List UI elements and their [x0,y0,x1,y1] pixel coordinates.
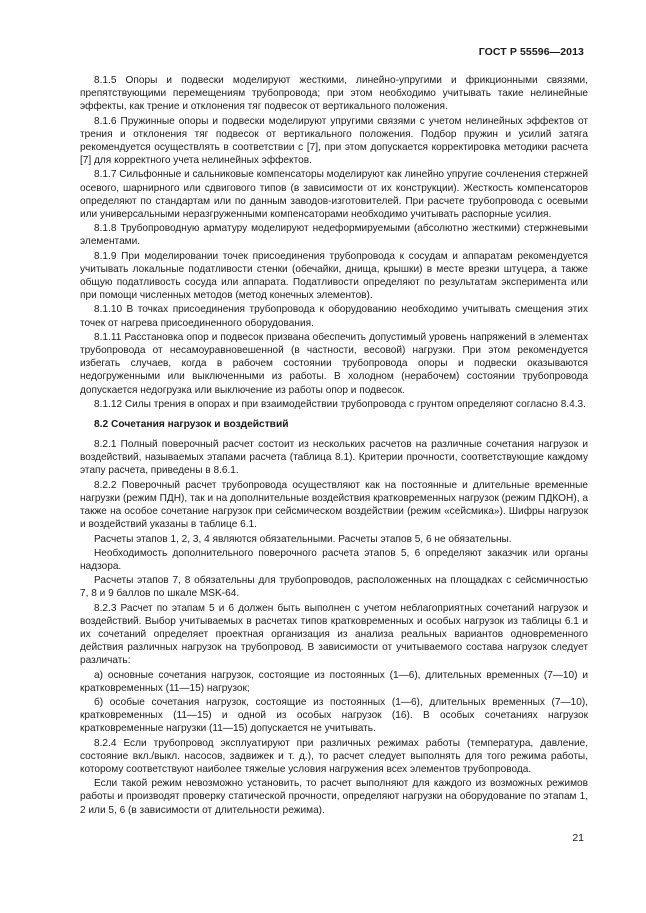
document-body [80,74,588,817]
document-code-header: ГОСТ Р 55596—2013 [478,46,584,58]
paragraph-8-1-7: 8.1.7 Сильфонные и сальниковые компенсаторы моделируют как линейно упругие сочленения стержней осевого, шарнирного или сдвигового типов (в зависимости от их конструкции). Жесткость компенсаторов определяют по стандартам или по данным заводов-изготовителей. При расчете трубопровода с осевыми или универсальными неразгруженными компенсаторами необходимо учитывать распорные усилия. [80,169,588,221]
paragraph-8-1-6: 8.1.6 Пружинные опоры и подвески моделируют упругими связями с учетом нелинейных эффектов от трения и отклонения тяг подвесок от вертикального положения. Подбор пружин и усилий затяга рекомендуется осуществлять в соответствии с [7], при этом допускается корректировка методики расчета [7] для корректного учета нелинейных эффектов. [80,115,588,167]
paragraph-mandatory-stages: Расчеты этапов 1, 2, 3, 4 являются обязательными. Расчеты этапов 5, 6 не обязательны. [94,533,512,545]
list-item-a: а) основные сочетания нагрузок, состоящие из постоянных (1—6), длительных временных (7—10) и кратковременных (11—15) нагрузок; [80,669,588,694]
paragraph-modes: Если такой режим невозможно установить, то расчет выполняют для каждого из возможных режимов работы и производят проверку статической прочности, определяют нагрузки на оборудование по этапам 1, 2 или 5, 6 (в зависимости от длительности режима). [80,778,588,816]
paragraph-8-1-10: 8.1.10 В точках присоединения трубопровода к оборудованию необходимо учитывать смещения этих точек от нагрева присоединенного оборудования. [80,304,588,329]
paragraph-8-2-4: 8.2.4 Если трубопровод эксплуатируют при различных режимах работы (температура, давление, состояние вкл./выкл. насосов, задвижек и т. д.), то расчет следует выполнять для того режима работы, которому соответствуют наиболее тяжелые условия нагружения всех элементов трубопровода. [80,737,588,775]
paragraph-8-1-5: 8.1.5 Опоры и подвески моделируют жесткими, линейно-упругими и фрикционными связями, препятствующими перемещениям трубопровода; при этом необходимо учитывать такие нелинейные эффекты, как трение и отклонения тяг подвесок от вертикального положения. [80,75,588,113]
paragraph-additional-check: Необходимость дополнительного поверочного расчета этапов 5, 6 определяют заказчик или органы надзора. [80,547,588,572]
paragraph-8-1-11: 8.1.11 Расстановка опор и подвесок призвана обеспечить допустимый уровень напряжений в элементах трубопровода от несамоуравновешенной (в частности, весовой) нагрузки. При этом рекомендуется избегать случаев, когда в рабочем состоянии трубопровода опоры и подвески оказываются недогруженными или выключенными из работы. В холодном (нерабочем) состоянии трубопровода допускается недогрузка или выключение из работы опор и подвесок. [80,331,588,396]
section-heading-8-2: 8.2 Сочетания нагрузок и воздействий [94,419,289,431]
list-item-b: б) особые сочетания нагрузок, состоящие из постоянных (1—6), длительных временных (7—10), кратковременных (11—15) и одной из особых нагрузок (16). В особых сочетаниях нагрузок кратковременные нагрузки (11—15) допускается не учитывать. [80,696,588,735]
page-number: 21 [572,832,584,844]
paragraph-8-2-1: 8.2.1 Полный поверочный расчет состоит из нескольких расчетов на различные сочетания нагрузок и воздействий, называемых этапами расчета (таблица 8.1). Критерии прочности, соответствующие каждому этапу расчета, приведены в 8.6.1. [80,439,588,477]
paragraph-8-1-12: 8.1.12 Силы трения в опорах и при взаимодействии трубопровода с грунтом определяют согласно 8.4.3. [94,398,586,410]
paragraph-8-1-9: 8.1.9 При моделировании точек присоединения трубопровода к сосудам и аппаратам рекомендуется учитывать локальные податливости стенки (обечайки, днища, крышки) в месте врезки штуцера, а также общую податливость сосуда или аппарата. Податливости определяют по результатам эксперимента или при помощи численных методов (метод конечных элементов). [80,250,588,302]
paragraph-8-2-2: 8.2.2 Поверочный расчет трубопровода осуществляют как на постоянные и длительные временные нагрузки (режим ПДН), так и на дополнительные воздействия кратковременных нагрузок (режим ПДКОН), а также на особое сочетание нагрузок при сейсмическом воздействии (режим «сейсмика»). Шифры нагрузок и воздействий указаны в таблице 6.1. [80,479,588,531]
paragraph-8-2-3: 8.2.3 Расчет по этапам 5 и 6 должен быть выполнен с учетом неблагоприятных сочетаний нагрузок и воздействий. Выбор учитываемых в расчетах типов кратковременных и особых нагрузок из таблицы 6.1 и их сочетаний определяет проектная организация из анализа реальных вариантов одновременного действия различных нагрузок на трубопровод. В зависимости от учитываемого состава нагрузок следует различать: [80,602,588,667]
paragraph-8-1-8: 8.1.8 Трубопроводную арматуру моделируют недеформируемыми (абсолютно жесткими) стержневыми элементами. [80,223,588,248]
paragraph-seismic-stages: Расчеты этапов 7, 8 обязательны для трубопроводов, расположенных на площадках с сейсмичностью 7, 8 и 9 баллов по шкале MSK-64. [80,575,588,600]
